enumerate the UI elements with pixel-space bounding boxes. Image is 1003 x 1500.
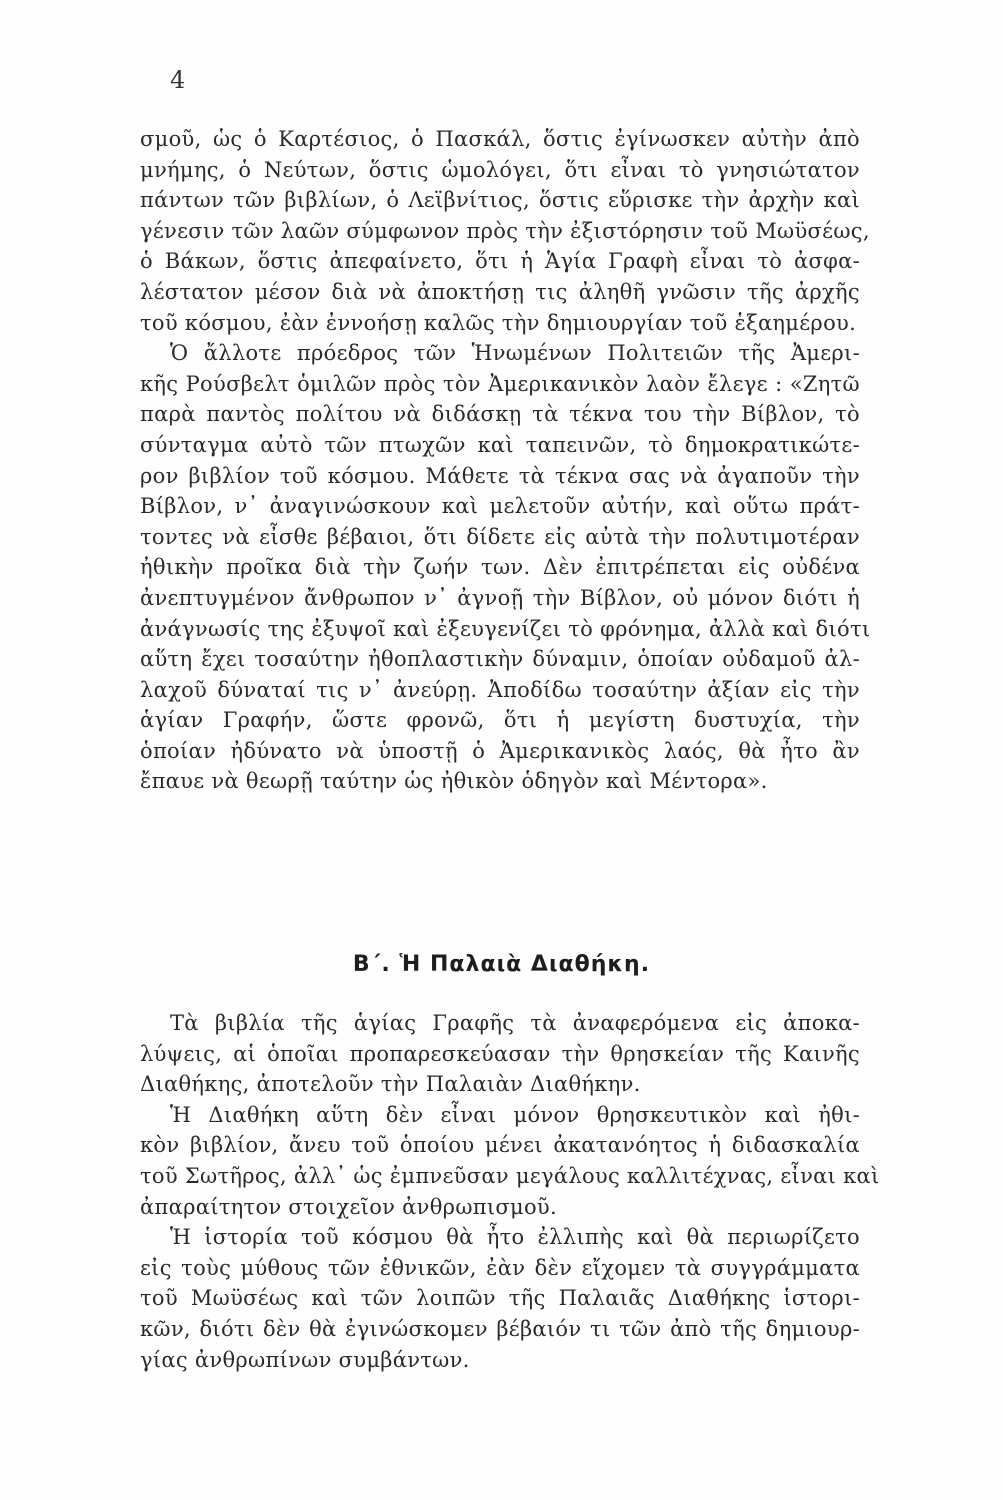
text-line: γίας ἀνθρωπίνων συμβάντων. [140,1347,470,1372]
text-line: ὁ Βάκων, ὅστις ἀπεφαίνετο, ὅτι ἡ Ἁγία Γραφὴ εἶναι τὸ ἀσφα- [140,249,860,274]
text-line: Τὰ βιβλία τῆς ἁγίας Γραφῆς τὰ ἀναφερόμενα εἰς ἀποκα- [170,1011,860,1035]
text-line: Ἡ ἱστορία τοῦ κόσμου θὰ ἦτο ἐλλιπὴς καὶ θὰ περιωρίζετο [170,1225,860,1250]
text-line: μνήμης, ὁ Νεύτων, ὅστις ὡμολόγει, ὅτι εἶναι τὸ γνησιώτατον [140,157,860,182]
text-line: σμοῦ, ὡς ὁ Καρτέσιος, ὁ Πασκάλ, ὅστις ἐγίνωσκεν αὐτὴν ἀπὸ [140,127,860,151]
text-line: εἰς τοὺς μύθους τῶν ἐθνικῶν, ἐὰν δὲν εἴχομεν τὰ συγγράμματα [140,1255,860,1280]
text-line: τοντες νὰ εἶσθε βέβαιοι, ὅτι δίδετε εἰς αὐτὰ τὴν πολυτιμοτέραν [140,524,860,549]
text-line: λύψεις, αἱ ὁποῖαι προπαρεσκεύασαν τὴν θρησκείαν τῆς Καινῆς [140,1041,860,1066]
text-line: Βίβλον, ν᾽ ἀναγινώσκουν καὶ μελετοῦν αὐτήν, καὶ οὕτω πράτ- [140,494,860,519]
text-line: ρον βιβλίον τοῦ κόσμου. Μάθετε τὰ τέκνα σας νὰ ἀγαποῦν τὴν [140,463,860,488]
text-line: αὕτη ἔχει τοσαύτην ἠθοπλαστικὴν δύναμιν, ὁποίαν οὐδαμοῦ ἀλ- [140,647,860,672]
text-line: λαχοῦ δύναταί τις ν᾽ ἀνεύρῃ. Ἀποδίδω τοσαύτην ἀξίαν εἰς τὴν [140,677,860,702]
text-line: ἁγίαν Γραφήν, ὥστε φρονῶ, ὅτι ἡ μεγίστη δυστυχία, τὴν [140,708,860,733]
text-line: Ὁ ἄλλοτε πρόεδρος τῶν Ἡνωμένων Πολιτειῶν τῆς Ἀμερι- [170,341,860,366]
text-line: γένεσιν τῶν λαῶν σύμφωνον πρὸς τὴν ἐξιστόρησιν τοῦ Μωϋσέως, [140,218,870,243]
text-line: παρὰ παντὸς πολίτου νὰ διδάσκῃ τὰ τέκνα του τὴν Βίβλον, τὸ [140,402,860,427]
text-line: κῶν, διότι δὲν θὰ ἐγινώσκομεν βέβαιόν τι τῶν ἀπὸ τῆς δημιουρ- [140,1316,860,1341]
text-line: ἔπαυε νὰ θεωρῇ ταύτην ὡς ἠθικὸν ὁδηγὸν καὶ Μέντορα». [140,769,768,794]
text-line: τοῦ Μωϋσέως καὶ τῶν λοιπῶν τῆς Παλαιᾶς Διαθήκης ἱστορι- [140,1286,860,1311]
text-block-after-heading [140,1008,880,1375]
text-line: κῆς Ρούσβελτ ὁμιλῶν πρὸς τὸν Ἀμερικανικὸν λαὸν ἔλεγε : «Ζητῶ [140,371,860,396]
text-line: ὁποίαν ἠδύνατο νὰ ὑποστῇ ὁ Ἀμερικανικὸς λαός, θὰ ἦτο ἂν [140,738,860,763]
text-line: ἀνεπτυγμένον ἄνθρωπον ν᾽ ἀγνοῇ τὴν Βίβλον, οὐ μόνον διότι ἡ [140,585,860,610]
text-line: Ἡ Διαθήκη αὕτη δὲν εἶναι μόνον θρησκευτικὸν καὶ ἠθι- [170,1102,860,1127]
text-line: λέστατον μέσον διὰ νὰ ἀποκτήσῃ τις ἀληθῆ γνῶσιν τῆς ἀρχῆς [140,279,860,304]
page-number: 4 [170,66,186,94]
text-line: ἠθικὴν προῖκα διὰ τὴν ζωήν των. Δὲν ἐπιτρέπεται εἰς οὐδένα [140,555,860,580]
text-line: πάντων τῶν βιβλίων, ὁ Λεϊβνίτιος, ὅστις εὕρισκε τὴν ἀρχὴν καὶ [140,188,860,213]
text-line: κὸν βιβλίον, ἄνευ τοῦ ὁποίου μένει ἀκατανόητος ἡ διδασκαλία [140,1133,860,1158]
section-heading: Β΄. Ἡ Παλαιὰ Διαθήκη. [352,952,651,977]
text-block-before-heading [140,124,871,797]
text-line: ἀνάγνωσίς της ἐξυψοῖ καὶ ἐξευγενίζει τὸ φρόνημα, ἀλλὰ καὶ διότι [140,616,871,641]
text-line: τοῦ κόσμου, ἐὰν ἐννοήσῃ καλῶς τὴν δημιουργίαν τοῦ ἑξαημέρου. [140,310,857,335]
text-line: σύνταγμα αὐτὸ τῶν πτωχῶν καὶ ταπεινῶν, τὸ δημοκρατικώτε- [140,432,860,457]
text-line: τοῦ Σωτῆρος, ἀλλ᾽ ὡς ἐμπνεῦσαν μεγάλους καλλιτέχνας, εἶναι καὶ [140,1163,880,1188]
text-line: ἀπαραίτητον στοιχεῖον ἀνθρωπισμοῦ. [140,1194,557,1219]
text-line: Διαθήκης, ἀποτελοῦν τὴν Παλαιὰν Διαθήκην. [140,1072,641,1097]
